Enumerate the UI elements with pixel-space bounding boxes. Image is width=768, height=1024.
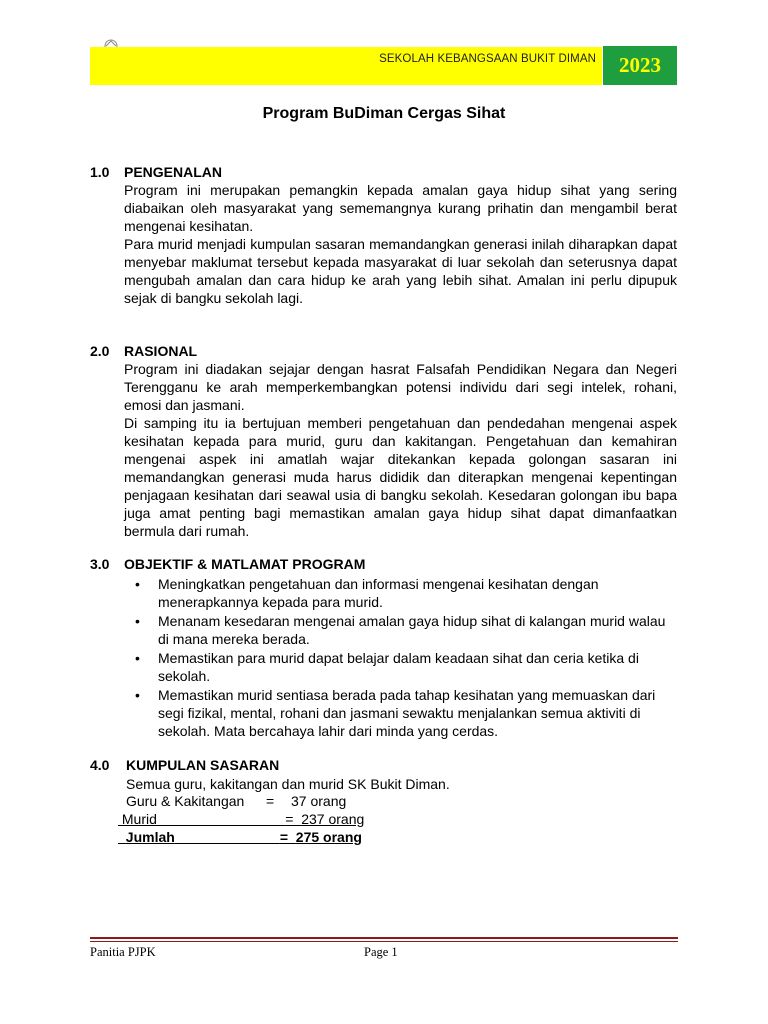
paragraph: Para murid menjadi kumpulan sasaran memandangkan generasi inilah diharapkan dapat menyebar maklumat tersebut kepada masyarakat di luar sekolah dan seterusnya dapat mengubah amalan dan cara hidup ke arah yang lebih sihat. Amalan ini perlu dipupuk sejak di bangku sekolah lagi. xyxy=(124,236,677,306)
year-badge: 2023 xyxy=(603,46,677,85)
footer-rule xyxy=(90,937,678,939)
objective-list xyxy=(128,575,677,741)
paragraph: Program ini merupakan pemangkin kepada amalan gaya hidup sihat yang sering diabaikan oleh masyarakat yang sememangnya kurang prihatin dan mengambil berat mengenai kesihatan. xyxy=(124,182,677,234)
target-equals: = xyxy=(285,811,294,827)
target-label: Guru & Kakitangan xyxy=(126,793,245,809)
section-title: PENGENALAN xyxy=(124,164,223,180)
target-equals: = xyxy=(279,829,289,845)
section-heading-objektif xyxy=(90,556,365,572)
section-title: RASIONAL xyxy=(124,343,198,359)
target-intro: Semua guru, kakitangan dan murid SK Bukit Diman. xyxy=(126,776,450,792)
section-heading-pengenalan xyxy=(90,164,222,180)
target-value: 37 orang xyxy=(291,793,347,809)
header-band xyxy=(90,47,602,85)
target-label: Murid xyxy=(121,811,157,827)
section-number: 3.0 xyxy=(90,556,110,572)
school-name: SEKOLAH KEBANGSAAN BUKIT DIMAN xyxy=(379,53,596,65)
list-item: • Memastikan murid sentiasa berada pada tahap kesihatan yang memuaskan dari segi fizikal, mental, rohani dan jasmani sewaktu menjalankan semua aktiviti di sekolah. Mata bercahaya lahir dari minda yang cerdas. xyxy=(128,686,677,740)
page-number: Page 1 xyxy=(364,945,398,959)
target-row xyxy=(118,793,358,811)
list-item: • Meningkatkan pengetahuan dan informasi mengenai kesihatan dengan menerapkannya kepada para murid. xyxy=(128,575,677,611)
footer-rule xyxy=(90,941,678,942)
target-value: 275 orang xyxy=(295,829,362,845)
target-value: 237 orang xyxy=(301,811,365,827)
section-title: KUMPULAN SASARAN xyxy=(126,757,280,773)
section-title: OBJEKTIF & MATLAMAT PROGRAM xyxy=(124,556,366,572)
document-title: Program BuDiman Cergas Sihat xyxy=(262,105,506,122)
section-number: 2.0 xyxy=(90,343,110,359)
footer-department: Panitia PJPK xyxy=(90,945,156,959)
section-heading-rasional xyxy=(90,343,197,359)
target-row-total xyxy=(118,829,362,847)
section-heading-kumpulan-sasaran xyxy=(90,757,279,773)
list-item: • Memastikan para murid dapat belajar dalam keadaan sihat dan ceria ketika di sekolah. xyxy=(128,649,677,685)
list-item: • Menanam kesedaran mengenai amalan gaya hidup sihat di kalangan murid walau di mana mereka berada. xyxy=(128,612,677,648)
section-number: 1.0 xyxy=(90,164,110,180)
target-row xyxy=(118,811,365,829)
target-equals: = xyxy=(266,793,275,809)
paragraph: Program ini diadakan sejajar dengan hasrat Falsafah Pendidikan Negara dan Negeri Terengganu ke arah memperkembangkan potensi individu dari segi intelek, rohani, emosi dan jasmani. xyxy=(124,361,677,413)
target-label: Jumlah xyxy=(125,829,175,845)
paragraph: Di samping itu ia bertujuan memberi pengetahuan dan pendedahan mengenai aspek kesihatan kepada para murid, guru dan kakitangan. Pengetahuan dan kemahiran mengenai aspek ini amatlah wajar ditekankan kepada golongan sasaran ini memandangkan generasi muda harus dididik dan diterapkan mengenai kepentingan penjagaan kesihatan dari seawal usia di bangku sekolah. Kesedaran golongan ibu bapa juga amat penting bagi memastikan amalan gaya hidup sihat dapat dimanfaatkan bermula dari rumah. xyxy=(124,415,677,539)
section-number: 4.0 xyxy=(90,757,110,773)
